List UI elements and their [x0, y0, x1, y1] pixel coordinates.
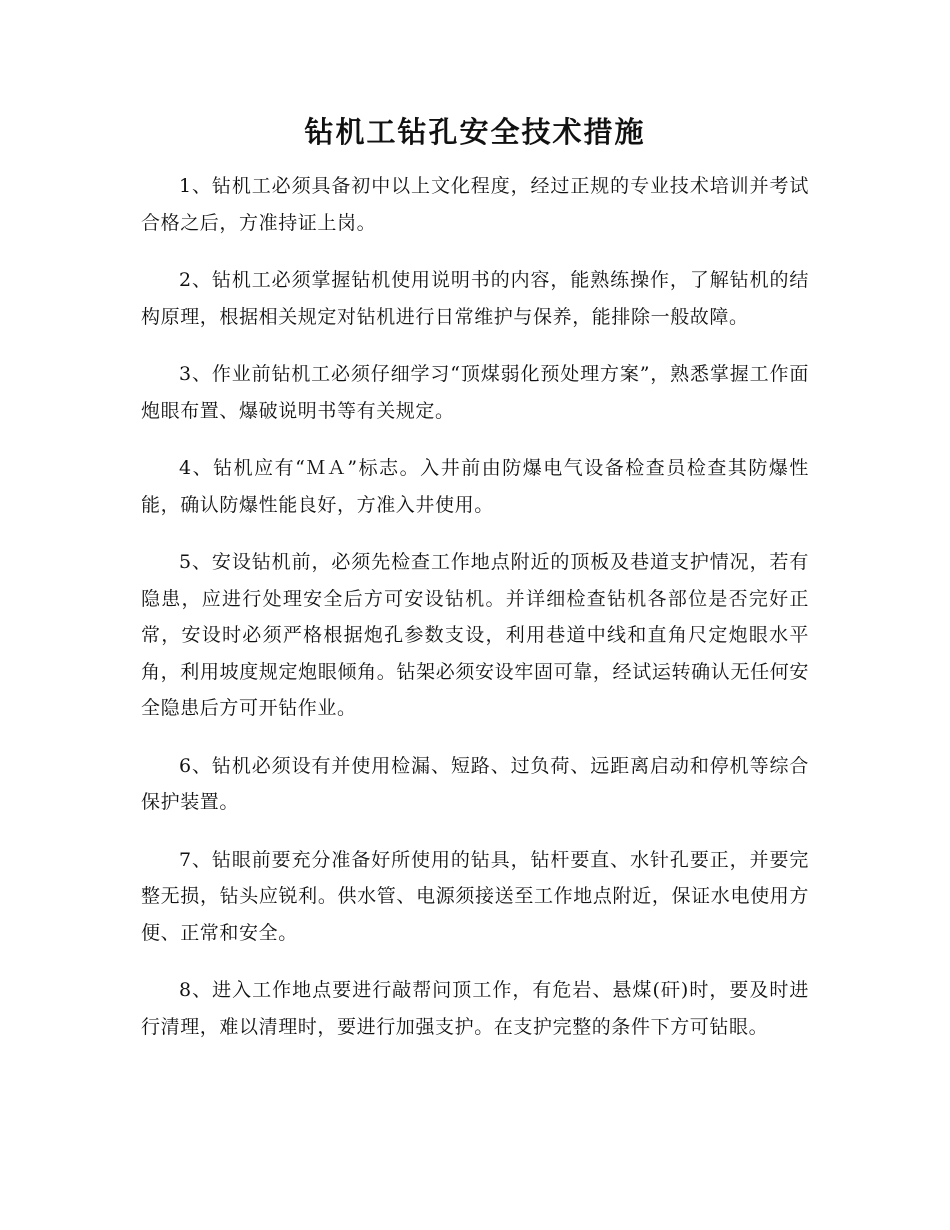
paragraph-3: 3、作业前钻机工必须仔细学习“顶煤弱化预处理方案”，熟悉掌握工作面炮眼布置、爆破说明书等有关规定。 [141, 363, 809, 422]
paragraph-6: 6、钻机必须设有并使用检漏、短路、过负荷、远距离启动和停机等综合保护装置。 [141, 754, 809, 813]
paragraph-5: 5、安设钻机前，必须先检查工作地点附近的顶板及巷道支护情况，若有隐患，应进行处理安全后方可安设钻机。并详细检查钻机各部位是否完好正常，安设时必须严格根据炮孔参数支设，利用巷道中线和直角尺定炮眼水平角，利用坡度规定炮眼倾角。钻架必须安设牢固可靠，经试运转确认无任何安全隐患后方可开钻作业。 [141, 551, 809, 719]
document-body [141, 168, 809, 1066]
document-title: 钻机工钻孔安全技术措施 [304, 115, 646, 149]
paragraph-8: 8、进入工作地点要进行敲帮问顶工作，有危岩、悬煤(矸)时，要及时进行清理，难以清理时，要进行加强支护。在支护完整的条件下方可钻眼。 [141, 979, 809, 1038]
paragraph-2: 2、钻机工必须掌握钻机使用说明书的内容，能熟练操作，了解钻机的结构原理，根据相关规定对钻机进行日常维护与保养，能排除一般故障。 [141, 269, 809, 328]
paragraph-4: 4、钻机应有“ＭＡ”标志。入井前由防爆电气设备检查员检查其防爆性能，确认防爆性能良好，方准入井使用。 [141, 457, 809, 516]
paragraph-1: 1、钻机工必须具备初中以上文化程度，经过正规的专业技术培训并考试合格之后，方准持证上岗。 [141, 175, 809, 234]
paragraph-7: 7、钻眼前要充分准备好所使用的钻具，钻杆要直、水针孔要正，并要完整无损，钻头应锐利。供水管、电源须接送至工作地点附近，保证水电使用方便、正常和安全。 [141, 848, 809, 944]
